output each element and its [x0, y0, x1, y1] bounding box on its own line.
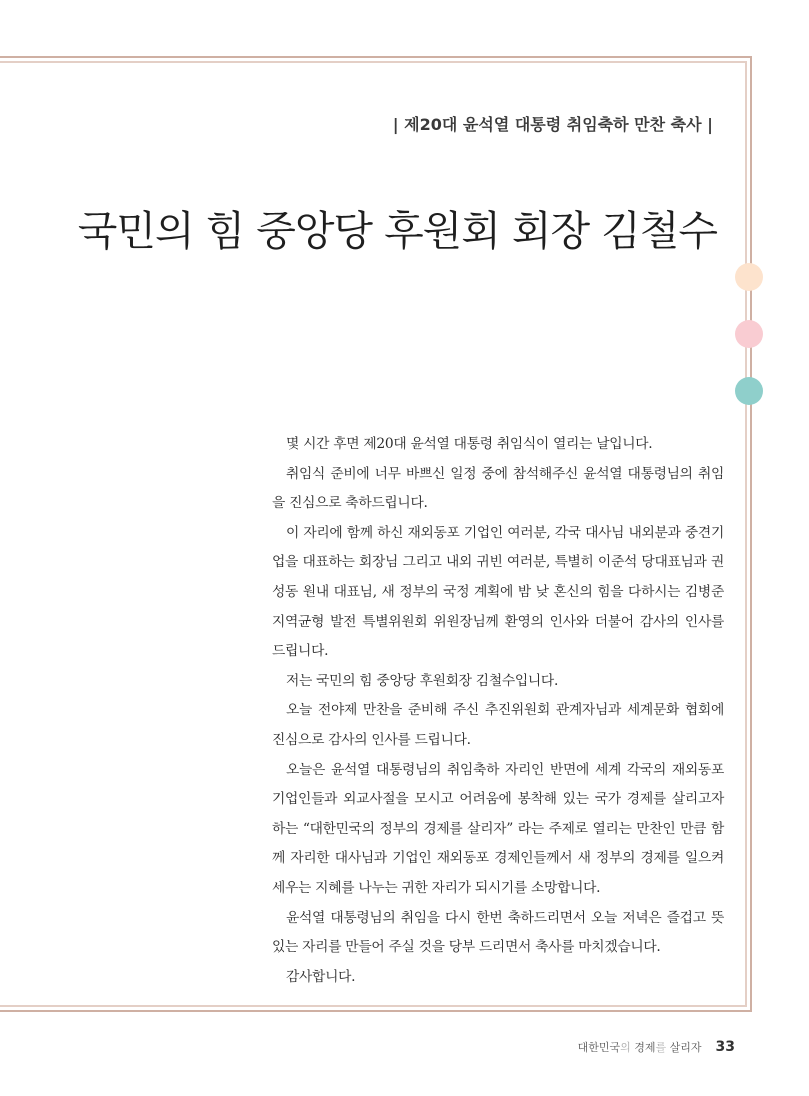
paragraph: 윤석열 대통령님의 취임을 다시 한번 축하드리면서 오늘 저녁은 즐겁고 뜻있는 자리를 만들어 주실 것을 당부 드리면서 축사를 마치겠습니다.	[272, 909, 724, 956]
speech-body	[272, 430, 724, 992]
paragraph: 오늘은 윤석열 대통령님의 취임축하 자리인 반면에 세계 각국의 재외동포 기업인들과 외교사절을 모시고 어려움에 봉착해 있는 국가 경제를 살리고자 하는 “대한민국의 정부의 경제를 살리자” 라는 주제로 열리는 만찬인 만큼 함께 자리한 대사님과 기업인 재외동포 경제인들께서 새 정부의 경제를 일으켜 세우는 지혜를 나누는 귀한 자리가 되시기를 소망합니다.	[272, 761, 724, 896]
page-number: 33	[715, 1039, 735, 1055]
decor-dot-pink	[735, 320, 763, 348]
paragraph: 이 자리에 함께 하신 재외동포 기업인 여러분, 각국 대사님 내외분과 중견기업을 대표하는 회장님 그리고 내외 귀빈 여러분, 특별히 이준석 당대표님과 권성동 원내 대표님, 새 정부의 국정 계획에 밤 낮 혼신의 힘을 다하시는 김병준 지역균형 발전 특별위원회 위원장님께 환영의 인사와 더불어 감사의 인사를 드립니다.	[272, 524, 724, 660]
decor-dot-peach	[735, 263, 763, 291]
decor-dot-teal	[735, 377, 763, 405]
page-footer	[578, 1039, 735, 1055]
paragraph: 취임식 준비에 너무 바쁘신 일정 중에 참석해주신 윤석열 대통령님의 취임을 진심으로 축하드립니다.	[272, 465, 724, 512]
page-title: 국민의 힘 중앙당 후원회 회장 김철수	[77, 207, 717, 255]
running-footer: 대한민국의 경제를 살리자	[577, 1041, 702, 1054]
paragraph: 저는 국민의 힘 중앙당 후원회장 김철수입니다.	[286, 672, 559, 689]
paragraph: 몇 시간 후면 제20대 윤석열 대통령 취임식이 열리는 날입니다.	[286, 436, 653, 452]
speech-subtitle: | 제20대 윤석열 대통령 취임축하 만찬 축사 |	[392, 115, 713, 134]
paragraph: 오늘 전야제 만찬을 준비해 주신 추진위원회 관계자님과 세계문화 협회에 진심으로 감사의 인사를 드립니다.	[272, 702, 724, 748]
paragraph: 감사합니다.	[286, 968, 356, 985]
